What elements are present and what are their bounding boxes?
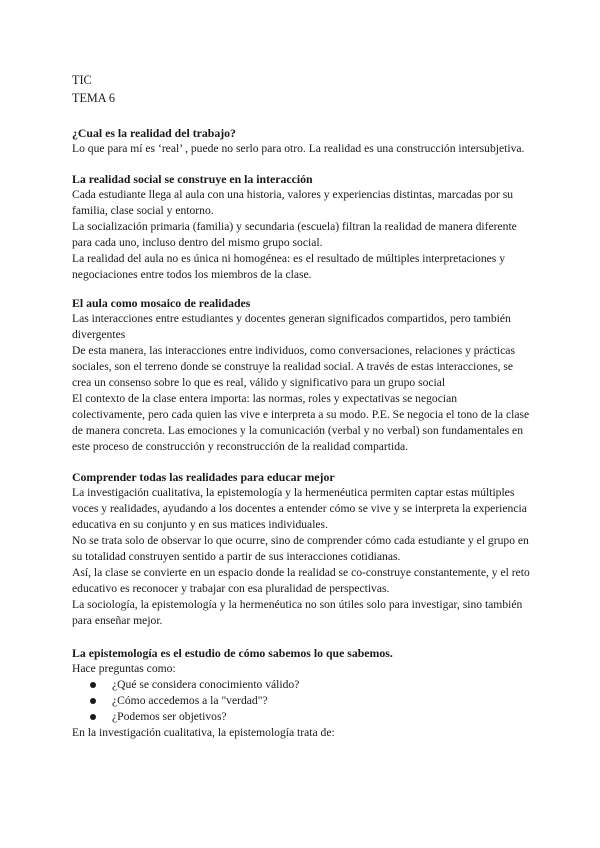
- paragraph: En la investigación cualitativa, la epistemología trata de:: [72, 726, 335, 739]
- paragraph: Las interacciones entre estudiantes y docentes generan significados compartidos, pero también divergentes: [72, 312, 511, 341]
- paragraph: La sociología, la epistemología y la hermenéutica no son útiles solo para investigar, sino también para enseñar mejor.: [72, 598, 523, 627]
- document-header: [72, 72, 532, 107]
- question-list: [72, 677, 532, 725]
- topic-title: TEMA 6: [72, 90, 115, 105]
- list-item: ¿Podemos ser objetivos?: [72, 709, 532, 725]
- bullet-icon: [90, 714, 96, 720]
- section-reality: [72, 125, 532, 157]
- paragraph: La realidad del aula no es única ni homogénea: es el resultado de múltiples interpretaciones y negociaciones entre todos los miembros de la clase.: [72, 252, 505, 281]
- document-body: [72, 72, 532, 741]
- section-epistemology: [72, 645, 532, 741]
- section-heading: Comprender todas las realidades para educar mejor: [72, 470, 335, 484]
- section-understanding-realities: [72, 469, 532, 629]
- list-item: ¿Cómo accedemos a la "verdad"?: [72, 693, 532, 709]
- paragraph: Cada estudiante llega al aula con una historia, valores y experiencias distintas, marcadas por su familia, clase social y entorno.: [72, 188, 514, 217]
- paragraph: La investigación cualitativa, la epistemología y la hermenéutica permiten captar estas múltiples voces y realidades, ayudando a los docentes a entender cómo se vive y se interpreta la experiencia educativa en su conjunto y en sus matices individuales.: [72, 486, 527, 531]
- paragraph: No se trata solo de observar lo que ocurre, sino de comprender cómo cada estudiante y el grupo en su totalidad construyen sentido a partir de sus interacciones cotidianas.: [72, 534, 529, 563]
- section-classroom-mosaic: [72, 295, 532, 455]
- bullet-icon: [90, 698, 96, 704]
- paragraph: De esta manera, las interacciones entre individuos, como conversaciones, relaciones y prácticas sociales, son el terreno donde se construye la realidad social. A través de estas interacciones, se crea un consenso sobre lo que es real, válido y significativo para un grupo social: [72, 344, 515, 389]
- paragraph: Hace preguntas como:: [72, 662, 176, 675]
- bullet-icon: [90, 682, 96, 688]
- list-item: ¿Qué se considera conocimiento válido?: [72, 677, 532, 693]
- section-heading: La epistemología es el estudio de cómo sabemos lo que sabemos.: [72, 646, 393, 660]
- section-heading: La realidad social se construye en la interacción: [72, 172, 313, 186]
- paragraph: La socialización primaria (familia) y secundaria (escuela) filtran la realidad de manera diferente para cada uno, incluso dentro del mismo grupo social.: [72, 220, 517, 249]
- paragraph: Así, la clase se convierte en un espacio donde la realidad se co-construye constantemente, y el reto educativo es reconocer y trabajar con esa pluralidad de perspectivas.: [72, 566, 530, 595]
- section-heading: ¿Cual es la realidad del trabajo?: [72, 126, 236, 140]
- paragraph: El contexto de la clase entera importa: las normas, roles y expectativas se negocian colectivamente, pero cada quien las vive e interpreta a su modo. P.E. Se negocia el tono de la clase de manera concreta. Las emociones y la comunicación (verbal y no verbal) son fundamentales en este proceso de construcción y reconstrucción de la realidad compartida.: [72, 392, 530, 453]
- subject-title: TIC: [72, 73, 92, 87]
- section-social-reality: [72, 171, 532, 283]
- section-heading: El aula como mosaico de realidades: [72, 296, 251, 310]
- paragraph: Lo que para mí es ‘real’ , puede no serlo para otro. La realidad es una construcción intersubjetiva.: [72, 142, 525, 155]
